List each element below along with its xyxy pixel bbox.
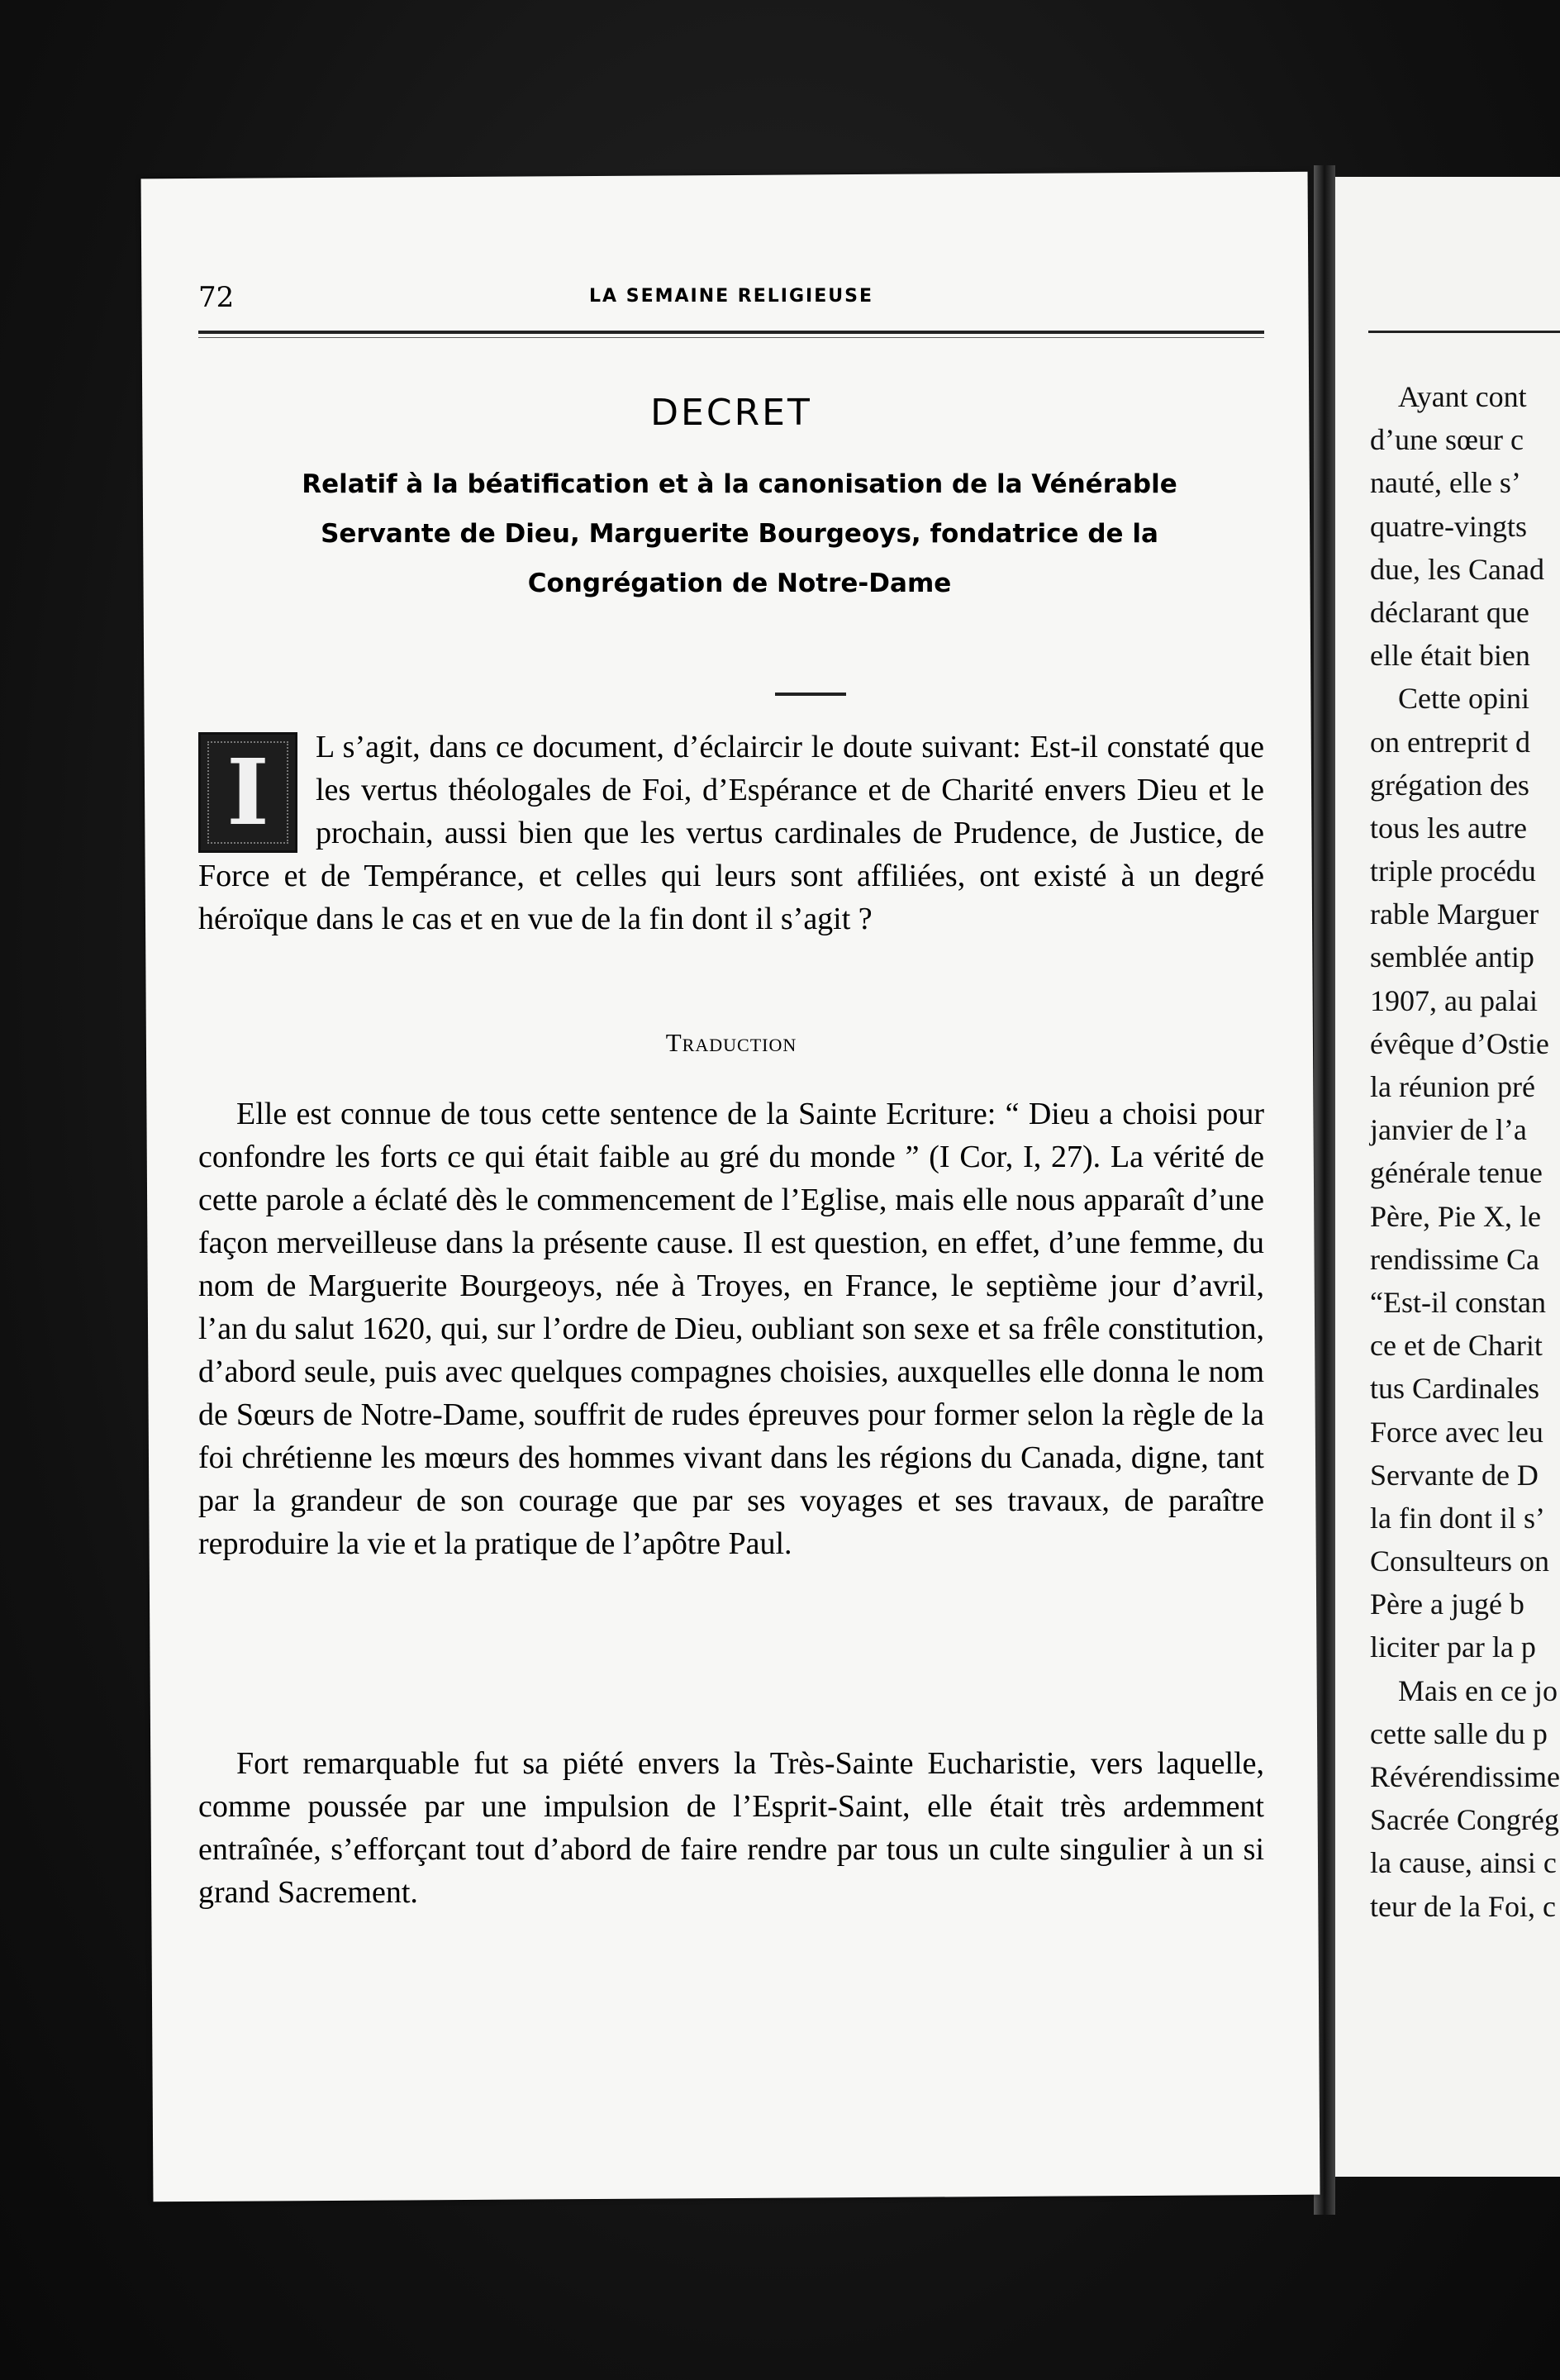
header-rule: [198, 331, 1264, 334]
running-header: [198, 281, 1264, 317]
facing-page-line: triple procédu: [1370, 854, 1536, 888]
facing-page-line: la fin dont il s’: [1370, 1501, 1545, 1535]
decree-subtitle: Relatif à la béatification et à la canonisation de la Vénérable Servante de Dieu, Marguerite Bourgeoys, fondatrice de la Congrégation de Notre-Dame: [302, 469, 1177, 598]
facing-page: [1335, 177, 1560, 2177]
facing-page-line: Père, Pie X, le: [1370, 1199, 1541, 1233]
facing-page-line: nauté, elle s’: [1370, 466, 1521, 500]
facing-page-line: 1907, au palai: [1370, 983, 1538, 1017]
ornamental-drop-cap: [198, 732, 297, 853]
paragraph-eucharist: Fort remarquable fut sa piété envers la Très-Sainte Eucharistie, vers laquelle, comme poussée par une impulsion de l’Esprit-Saint, elle était très ardemment entraînée, s’efforçant tout d’abord de faire rendre par tous un culte singulier à un si grand Sacrement.: [198, 1746, 1264, 1910]
translation-heading: Traduction: [665, 1028, 797, 1057]
decree-title: DECRET: [650, 392, 812, 434]
section-divider: [775, 693, 846, 696]
facing-page-line: Mais en ce jo: [1398, 1673, 1558, 1707]
facing-page-line: d’une sœur c: [1370, 423, 1524, 457]
facing-page-line: Servante de D: [1370, 1458, 1539, 1492]
page-number: 72: [198, 281, 235, 314]
facing-page-line: Sacrée Congrég: [1370, 1803, 1559, 1837]
facing-page-line: Consulteurs on: [1370, 1545, 1550, 1578]
running-title: LA SEMAINE RELIGIEUSE: [589, 286, 873, 307]
facing-page-line: janvier de l’a: [1370, 1113, 1527, 1147]
facing-page-line: la cause, ainsi c: [1370, 1846, 1557, 1880]
facing-page-line: on entreprit d: [1370, 725, 1530, 759]
facing-page-line: Père a jugé b: [1370, 1587, 1524, 1621]
paragraph-doubt: [198, 726, 1264, 940]
facing-page-line: tous les autre: [1370, 811, 1527, 845]
facing-page-header-rule: [1368, 331, 1560, 333]
paragraph-doubt-text: L s’agit, dans ce document, d’éclaircir le doute suivant: Est-il constaté que les vertus théologales de Foi, d’Espérance et de Charité envers Dieu et le prochain, aussi bien que les vertus cardinales de Prudence, de Justice, de Force et de Tempérance, et celles qui leurs sont affiliées, ont existé à un degré héroïque dans le cas et en vue de la fin dont il s’agit ?: [198, 730, 1264, 936]
facing-page-line: évêque d’Ostie: [1370, 1026, 1549, 1060]
facing-page-line: teur de la Foi, c: [1370, 1889, 1556, 1923]
facing-page-line: liciter par la p: [1370, 1630, 1536, 1664]
facing-page-line: la réunion pré: [1370, 1070, 1535, 1103]
facing-page-line: tus Cardinales: [1370, 1372, 1539, 1406]
facing-page-line: quatre-vingts: [1370, 509, 1527, 543]
facing-page-line: Révérendissime: [1370, 1760, 1560, 1793]
facing-page-line: elle était bien: [1370, 639, 1530, 673]
facing-page-line: Cette opini: [1398, 682, 1529, 716]
facing-page-line: “Est-il constan: [1370, 1285, 1546, 1319]
facing-page-line: rendissime Ca: [1370, 1242, 1539, 1276]
facing-page-line: générale tenue: [1370, 1156, 1543, 1190]
facing-page-line: grégation des: [1370, 768, 1529, 802]
facing-page-line: ce et de Charit: [1370, 1329, 1543, 1363]
facing-page-line: cette salle du p: [1370, 1716, 1548, 1750]
facing-page-line: Ayant cont: [1398, 380, 1527, 413]
facing-page-line: rable Marguer: [1370, 897, 1539, 931]
facing-page-line: semblée antip: [1370, 940, 1534, 974]
facing-page-text: [1370, 375, 1560, 1928]
paragraph-sentence: Elle est connue de tous cette sentence de la Sainte Ecriture: “ Dieu a choisi pour confondre les forts ce qui était faible au gré du monde ” (I Cor, I, 27). La vérité de cette parole a éclaté dès le commencement de l’Eglise, mais elle nous apparaît d’une façon merveilleuse dans la présente cause. Il est question, en effet, d’une femme, du nom de Marguerite Bourgeoys, née à Troyes, en France, le septième jour d’avril, l’an du salut 1620, qui, sur l’ordre de Dieu, oubliant son sexe et sa frêle constitution, d’abord seule, puis avec quelques compagnes choisies, auxquelles elle donna le nom de Sœurs de Notre-Dame, souffrit de rudes épreuves pour former selon la règle de la foi chrétienne les mœurs des hommes vivant dans les régions du Canada, digne, tant par la grandeur de son courage que par ses voyages et ses travaux, de paraître reproduire la vie et la pratique de l’apôtre Paul.: [198, 1097, 1264, 1561]
facing-page-line: due, les Canad: [1370, 552, 1544, 586]
header-rule-thin: [198, 337, 1264, 338]
facing-page-line: Force avec leu: [1370, 1415, 1543, 1449]
drop-cap-letter: I: [226, 739, 269, 845]
facing-page-line: déclarant que: [1370, 595, 1529, 629]
